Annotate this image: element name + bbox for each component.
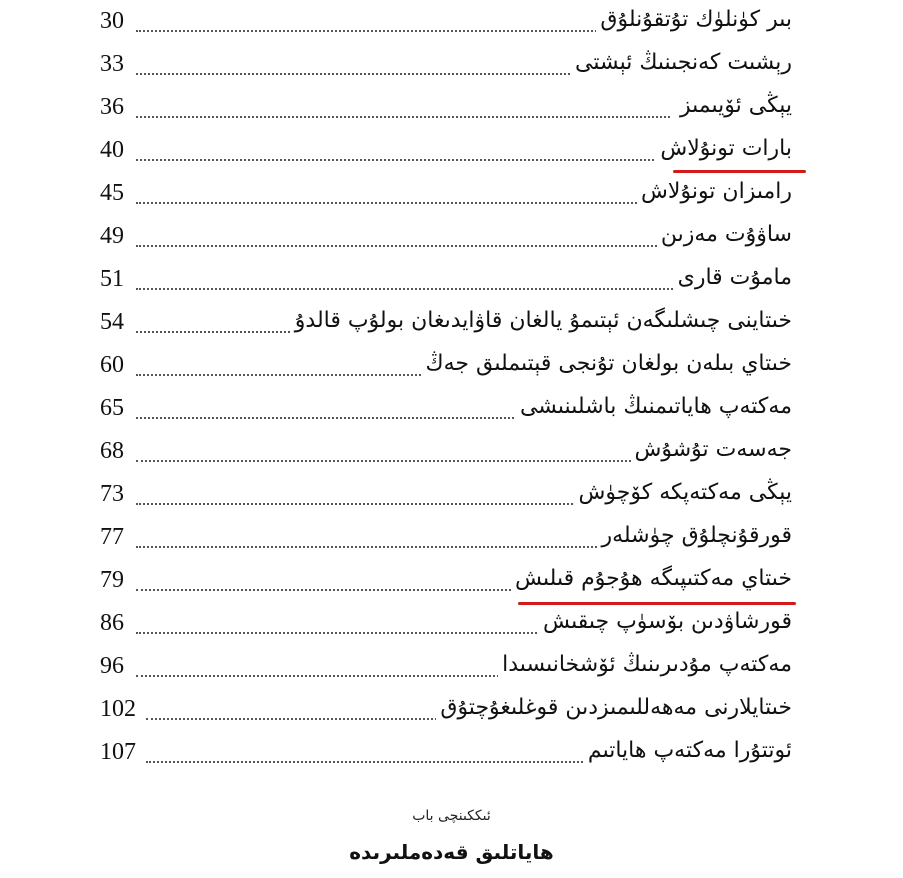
toc-entry[interactable] [100, 733, 800, 776]
toc-entry-title: مامۇت قارى [674, 262, 792, 294]
dot-leader [136, 632, 565, 634]
toc-page-number: 60 [100, 352, 124, 378]
toc-entry[interactable] [100, 260, 800, 303]
toc-entry[interactable] [100, 2, 800, 45]
toc-entry-title: بارات تونۇلاش [656, 133, 792, 165]
toc-entry[interactable] [100, 432, 800, 475]
toc-entry[interactable] [100, 604, 800, 647]
dot-leader [136, 159, 670, 161]
toc-entry[interactable] [100, 303, 800, 346]
dot-leader [136, 288, 700, 290]
toc-entry[interactable] [100, 45, 800, 88]
toc-page-number: 96 [100, 653, 124, 679]
toc-entry[interactable] [100, 647, 800, 690]
chapter-label: ئىككىنچى باب [412, 808, 491, 824]
toc-page-number: 86 [100, 610, 124, 636]
highlight-underline [673, 170, 806, 173]
toc-entry-title: مەكتەپ مۇدىرىنىڭ ئۆشخانىسىدا [498, 649, 792, 681]
toc-entry[interactable] [100, 88, 800, 131]
section-title: ھاياتلىق قەدەملىرىدە [349, 840, 554, 864]
dot-leader [136, 417, 530, 419]
toc-entry[interactable] [100, 217, 800, 260]
toc-entry[interactable] [100, 389, 800, 432]
toc-entry[interactable] [100, 346, 800, 389]
toc-page-number: 30 [100, 8, 124, 34]
toc-entry-title: ساۋۇت مەزىن [657, 219, 792, 251]
dot-leader [136, 245, 685, 247]
toc-entry-title: قورقۇنچلۇق چۈشلەر [597, 520, 792, 552]
dot-leader [136, 202, 665, 204]
toc-page-number: 51 [100, 266, 124, 292]
dot-leader [136, 546, 625, 548]
toc-page-number: 102 [100, 696, 136, 722]
toc-entry[interactable] [100, 131, 800, 174]
toc-page-number: 45 [100, 180, 124, 206]
toc-page-number: 79 [100, 567, 124, 593]
toc-page-number: 36 [100, 94, 124, 120]
dot-leader [136, 675, 515, 677]
toc-page-number: 107 [100, 739, 136, 765]
toc-entry-title: ئوتتۇرا مەكتەپ ھاياتىم [584, 735, 792, 767]
dot-leader [136, 460, 655, 462]
toc-entry[interactable] [100, 475, 800, 518]
toc-page-number: 77 [100, 524, 124, 550]
toc-page-number: 65 [100, 395, 124, 421]
toc-entry-title: يېڭى مەكتەپكە كۆچۈش [575, 477, 792, 509]
dot-leader [136, 503, 600, 505]
toc-entry-title: مەكتەپ ھاياتىمنىڭ باشلىنىشى [516, 391, 792, 423]
toc-entry-title: خىتاي مەكتىپىگە ھۇجۇم قىلىش [511, 563, 792, 595]
toc-entry-title: رېشىت كەنجىنىڭ ئېشتى [571, 47, 792, 79]
toc-page-number: 68 [100, 438, 124, 464]
toc-page-number: 73 [100, 481, 124, 507]
toc-entry-title: خىتاينى چىشلىگەن ئېتىمۇ يالغان قاۋايدىغان بولۇپ قالدۇ [291, 305, 792, 337]
toc-entry-title: قورشاۋدىن بۆسۈپ چىقىش [539, 606, 792, 638]
dot-leader [136, 116, 670, 118]
dot-leader [136, 73, 590, 75]
toc-page-number: 49 [100, 223, 124, 249]
highlight-underline [518, 602, 796, 605]
toc-entry[interactable] [100, 690, 800, 733]
toc-entry-title: يېڭى ئۆيىمىز [676, 90, 792, 122]
dot-leader [136, 374, 460, 376]
toc-entry-title: جەسەت تۇشۇش [631, 434, 792, 466]
dot-leader [146, 718, 465, 720]
toc-entry[interactable] [100, 174, 800, 217]
toc-entry[interactable] [100, 518, 800, 561]
dot-leader [136, 589, 515, 591]
toc-entry-title: رامىزان تونۇلاش [637, 176, 792, 208]
toc-page-number: 40 [100, 137, 124, 163]
toc-page-number: 33 [100, 51, 124, 77]
toc-entry-title: خىتايلارنى مەھەللىمىزدىن قوغلىغۇچتۇق [436, 692, 792, 724]
toc-entry-title: بىر كۈنلۈك تۇتقۇنلۇق [596, 4, 792, 36]
toc-entry[interactable] [100, 561, 800, 604]
toc-page-number: 54 [100, 309, 124, 335]
dot-leader [136, 30, 620, 32]
toc-entry-title: خىتاي بىلەن بولغان تۇنجى قېتىملىق جەڭ [421, 348, 792, 380]
dot-leader [146, 761, 595, 763]
